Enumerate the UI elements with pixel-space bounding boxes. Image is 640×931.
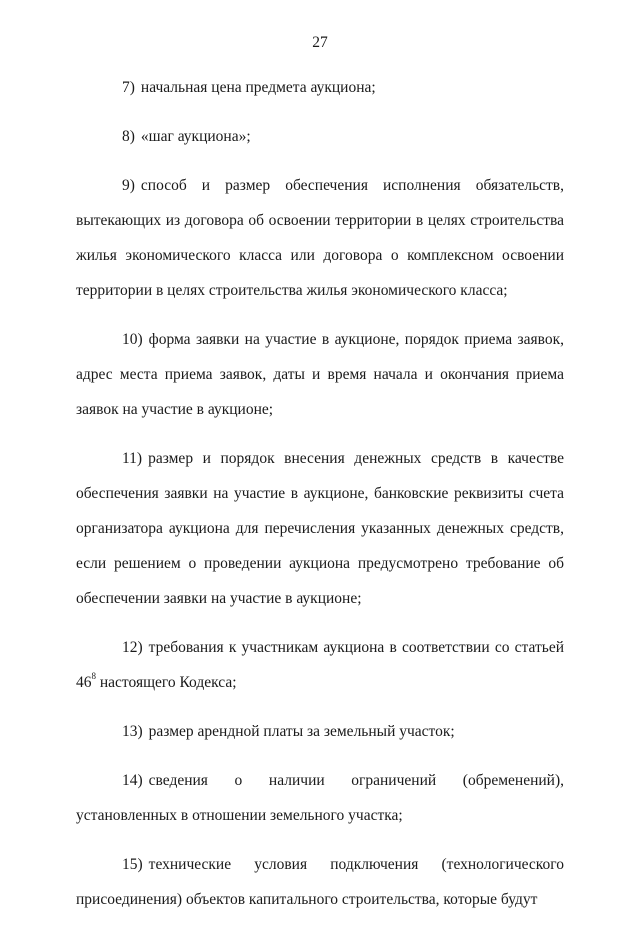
list-item-15 [76, 847, 564, 917]
item-label: 8) [122, 128, 135, 145]
page-number: 27 [312, 34, 328, 51]
item-text: размер и порядок внесения денежных средств в качестве обеспечения заявки на участие в аукционе, банковские реквизиты счета организатора аукциона для перечисления указанных денежных средств, если решением о проведении аукциона предусмотрено требование об обеспечении заявки на участие в аукционе; [76, 450, 564, 607]
item-label: 7) [122, 79, 135, 96]
item-text: требования к участникам аукциона в соответствии со статьей 46 [76, 639, 564, 691]
item-text: начальная цена предмета аукциона; [140, 79, 376, 96]
item-text: форма заявки на участие в аукционе, порядок приема заявок, адрес места приема заявок, даты и время начала и окончания приема заявок на участие в аукционе; [76, 331, 564, 418]
item-label: 12) [122, 639, 143, 656]
list-item-9 [76, 168, 564, 308]
item-label: 11) [122, 450, 143, 467]
list-item-7 [76, 70, 564, 105]
item-label: 9) [122, 177, 135, 194]
list-item-10 [76, 322, 564, 427]
article-superscript: 8 [91, 670, 96, 681]
item-text: технические условия подключения (технологического присоединения) объектов капитального строительства, которые будут [76, 856, 564, 908]
item-text: «шаг аукциона»; [140, 128, 251, 145]
list-item-8 [76, 119, 564, 154]
item-label: 10) [122, 331, 143, 348]
item-label: 14) [122, 772, 143, 789]
item-label: 13) [122, 723, 143, 740]
item-label: 15) [122, 856, 143, 873]
list-item-12 [76, 630, 564, 700]
item-text-continued: настоящего Кодекса; [96, 674, 237, 691]
item-text: способ и размер обеспечения исполнения обязательств, вытекающих из договора об освоении территории в целях строительства жилья экономического класса или договора о комплексном освоении территории в целях строительства жилья экономического класса; [76, 177, 564, 299]
list-item-14 [76, 763, 564, 833]
document-body [76, 70, 564, 931]
list-item-11 [76, 441, 564, 616]
item-text: сведения о наличии ограничений (обременений), установленных в отношении земельного участка; [76, 772, 564, 824]
list-item-13 [76, 714, 564, 749]
item-text: размер арендной платы за земельный участок; [148, 723, 455, 740]
